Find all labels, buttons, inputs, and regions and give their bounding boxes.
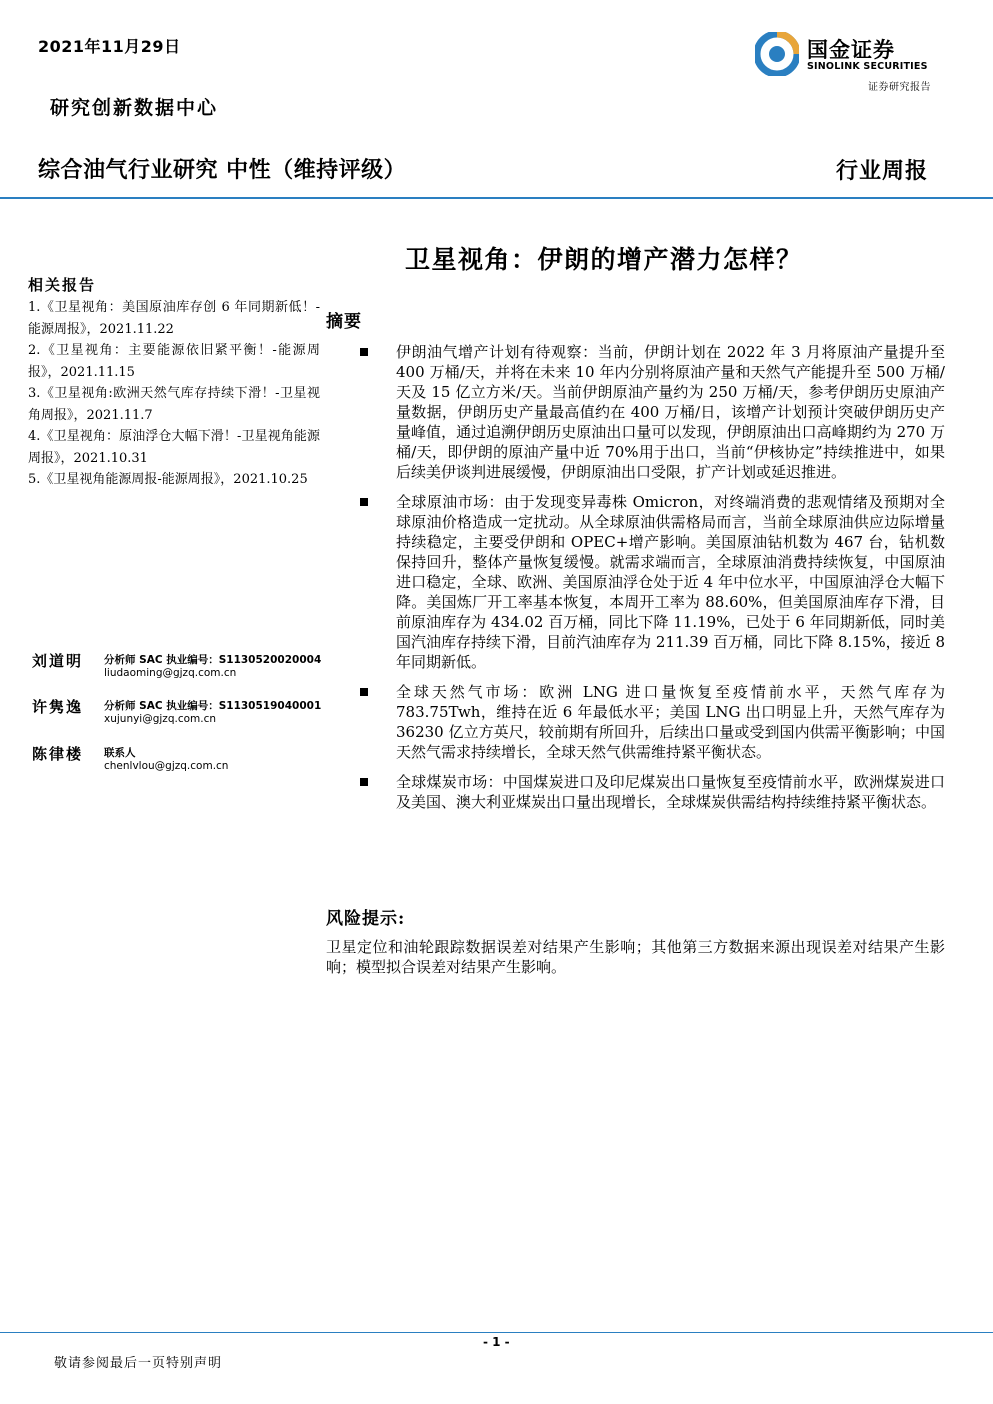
analyst-card — [32, 650, 322, 694]
footer-divider — [0, 1332, 993, 1333]
bullet-square-icon — [360, 498, 368, 506]
related-report-item[interactable]: 3.《卫星视角:欧洲天然气库存持续下滑！-卫星视角周报》，2021.11.7 — [28, 386, 320, 423]
summary-bullet-text: 伊朗油气增产计划有待观察：当前，伊朗计划在 2022 年 3 月将原油产量提升至 400 万桶/天，并将在未来 10 年内分别将原油产量和天然气产能提升至 500 万桶/天及 15 亿立方米/天。当前伊朗原油产量约为 250 万桶/天，参考伊朗历史原油产量数据，伊朗历史产量最高值约在 400 万桶/日，该增产计划预计突破伊朗历史产量峰值，通过追溯伊朗历史原油出口量可以发现，伊朗原油出口高峰期约为 270 万桶/天，即伊朗的原油产量中近 70%用于出口，当前“伊核协定”持续推进中，如果后续美伊谈判进展缓慢，伊朗原油出口受限，扩产计划或延迟推进。 — [396, 343, 945, 481]
analyst-name: 许隽逸 — [32, 698, 84, 716]
analyst-role: 联系人 — [104, 747, 136, 759]
report-date: 2021年11月29日 — [38, 37, 181, 56]
research-center-name: 研究创新数据中心 — [50, 97, 219, 119]
logo-english-text: SINOLINK SECURITIES — [807, 61, 928, 72]
industry-rating-title: 综合油气行业研究 中性（维持评级） — [38, 158, 407, 183]
logo-chinese-text: 国金证券 — [807, 38, 895, 62]
analyst-email[interactable]: chenlvlou@gjzq.com.cn — [104, 760, 229, 772]
analyst-name: 陈律楼 — [32, 745, 84, 763]
summary-bullet-text: 全球煤炭市场：中国煤炭进口及印尼煤炭出口量恢复至疫情前水平，欧洲煤炭进口及美国、澳大利亚煤炭出口量出现增长，全球煤炭供需结构持续维持紧平衡状态。 — [396, 773, 945, 811]
risk-heading: 风险提示: — [326, 909, 406, 929]
risk-text: 卫星定位和油轮跟踪数据误差对结果产生影响；其他第三方数据来源出现误差对结果产生影响；模型拟合误差对结果产生影响。 — [326, 938, 945, 976]
document-title: 卫星视角：伊朗的增产潜力怎样？ — [405, 245, 803, 274]
summary-bullet — [360, 682, 945, 762]
report-category-title: 行业周报 — [836, 158, 929, 184]
summary-bullet-list — [360, 342, 945, 822]
company-logo — [755, 32, 945, 80]
disclaimer-note: 敬请参阅最后一页特别声明 — [54, 1356, 223, 1371]
related-report-item[interactable]: 4.《卫星视角：原油浮仓大幅下滑！-卫星视角能源周报》，2021.10.31 — [28, 429, 320, 466]
analyst-card — [32, 743, 322, 787]
summary-bullet-text: 全球天然气市场：欧洲 LNG 进口量恢复至疫情前水平，天然气库存为 783.75Twh，维持在近 6 年最低水平；美国 LNG 出口明显上升，天然气库存为 36230 亿立方英尺，较前期有所回升，后续出口量或受到国内供需平衡影响；中国天然气需求持续增长，全球天然气供需维持紧平衡状态。 — [396, 683, 945, 761]
header-divider — [0, 197, 993, 199]
bullet-square-icon — [360, 778, 368, 786]
analyst-name: 刘道明 — [32, 652, 84, 670]
logo-mark-icon — [755, 32, 799, 76]
summary-bullet-text: 全球原油市场：由于发现变异毒株 Omicron，对终端消费的悲观情绪及预期对全球原油价格造成一定扰动。从全球原油供需格局而言，当前全球原油供应边际增量持续稳定，主要受伊朗和 OPEC+增产影响。美国原油钻机数为 467 台，钻机数保持回升，整体产量恢复缓慢。就需求端而言，全球原油消费持续恢复，中国原油进口稳定，全球、欧洲、美国原油浮仓处于近 4 年中位水平，中国原油浮仓大幅下降。美国炼厂开工率基本恢复，本周开工率为 88.60%，但美国原油库存下滑，目前原油库存为 434.02 百万桶，同比下降 11.19%，已处于 6 年同期新低，同时美国汽油库存持续下滑，目前汽油库存为 211.39 百万桶，同比下降 8.15%，接近 8 年同期新低。 — [396, 493, 945, 671]
summary-bullet — [360, 342, 945, 482]
related-report-item[interactable]: 2.《卫星视角：主要能源依旧紧平衡！-能源周报》，2021.11.15 — [28, 343, 320, 380]
page-number: - 1 - — [483, 1335, 510, 1349]
summary-heading: 摘要 — [326, 312, 362, 332]
related-reports-list — [28, 297, 320, 491]
bullet-square-icon — [360, 348, 368, 356]
analyst-email[interactable]: xujunyi@gjzq.com.cn — [104, 713, 217, 725]
bullet-square-icon — [360, 688, 368, 696]
related-report-item[interactable]: 5.《卫星视角能源周报-能源周报》，2021.10.25 — [28, 472, 308, 487]
summary-bullet — [360, 772, 945, 812]
related-report-item[interactable]: 1.《卫星视角：美国原油库存创 6 年同期新低！-能源周报》，2021.11.22 — [28, 300, 320, 337]
analyst-role: 分析师 SAC 执业编号：S1130520020004 — [104, 654, 322, 666]
analyst-card — [32, 696, 322, 740]
summary-bullet — [360, 492, 945, 672]
report-type-label: 证券研究报告 — [868, 82, 931, 93]
analyst-email[interactable]: liudaoming@gjzq.com.cn — [104, 667, 237, 679]
related-reports-heading: 相关报告 — [28, 276, 97, 294]
analyst-role: 分析师 SAC 执业编号：S1130519040001 — [104, 700, 322, 712]
